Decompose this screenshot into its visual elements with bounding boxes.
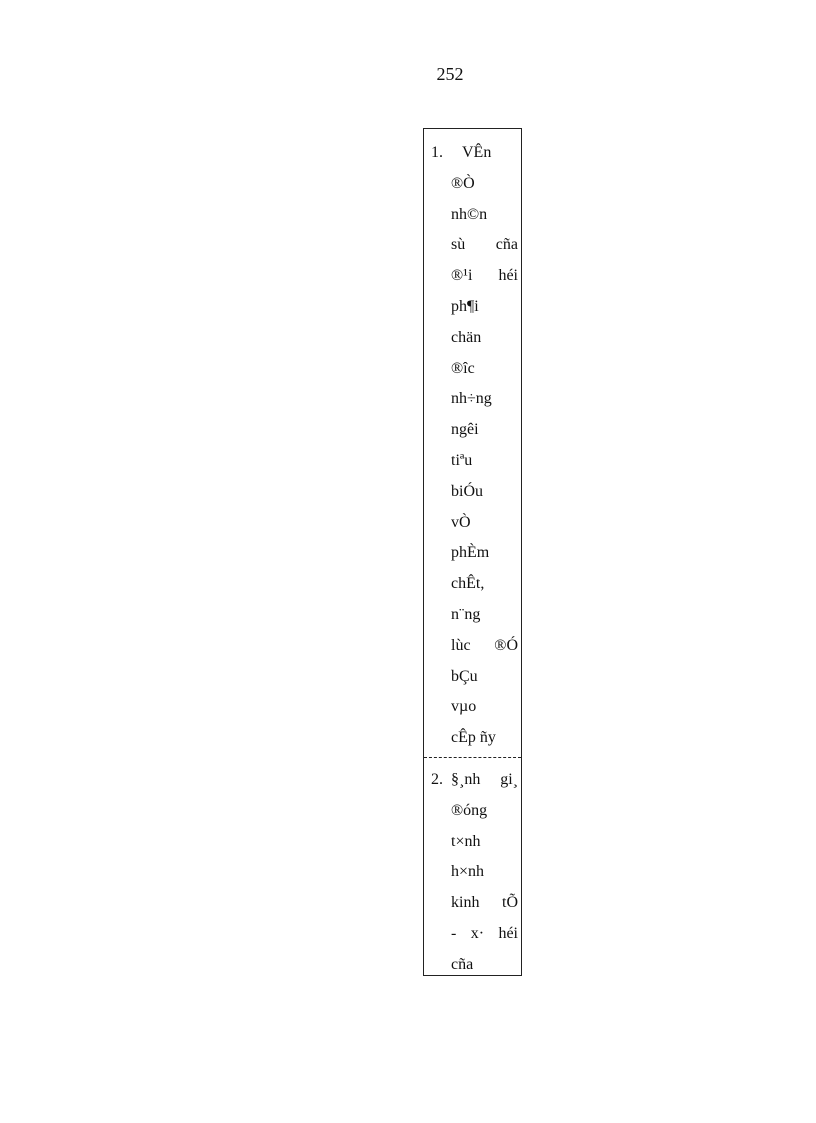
text-line [451,955,473,975]
word: ph¶i [451,298,479,315]
text-line [451,636,518,656]
word: h×nh [451,863,485,881]
word: cÊp ñy [451,729,496,747]
text-line [462,143,518,163]
text-line [451,328,481,348]
text-line [451,482,483,502]
word: chän [451,328,482,346]
text-line [451,543,489,563]
text-line [451,697,476,717]
text-line [451,205,487,225]
text-line [451,832,480,852]
text-line [451,420,479,440]
word: gi¸ [500,771,518,788]
word: chÊt, [451,575,485,593]
word: phÈm [451,544,490,562]
page-number: 252 [436,64,464,84]
text-line [451,266,518,286]
word: héi [498,267,518,285]
word: bÇu [451,667,478,685]
text-line [451,451,472,471]
word: sù [451,236,466,254]
text-line [451,667,478,687]
word: ®Ò [451,174,475,192]
text-line [451,862,484,882]
word: ngêi [451,421,479,439]
text-line [451,389,492,409]
word: nh©n [451,205,488,223]
word: cña [495,236,518,254]
text-line [451,174,475,194]
word: ®¹i [451,267,473,285]
item-number: 1. [431,144,443,161]
text-line [451,359,475,379]
text-line [451,513,471,533]
word: vÒ [451,513,471,531]
text-line [451,801,487,821]
word: biÓu [451,482,483,500]
text-box [423,128,522,976]
word: vµo [451,698,477,716]
section-item-1 [424,129,521,757]
text-line [451,297,479,317]
word: ®Ó [494,636,518,654]
item-number: 2. [431,771,443,788]
word: VÊn [462,144,492,161]
word: tÕ [502,894,518,912]
text-line [451,728,496,748]
text-line [451,235,518,255]
section-item-2 [424,757,521,975]
word: - [451,925,457,942]
text-line [451,893,518,913]
text-line [451,605,480,625]
word: héi [498,925,518,942]
word: ®îc [451,359,475,377]
word: tiªu [451,452,473,469]
text-line [451,770,518,790]
text-line [451,924,518,944]
word: §¸nh [451,771,481,788]
word: cña [451,955,474,973]
text-line [451,574,484,594]
word: nh÷ng [451,390,492,408]
word: n¨ng [451,606,481,623]
word: lùc [451,636,471,654]
word: t×nh [451,832,481,850]
word: ®óng [451,801,488,819]
word: kinh [451,894,480,912]
word: x· [470,925,485,942]
